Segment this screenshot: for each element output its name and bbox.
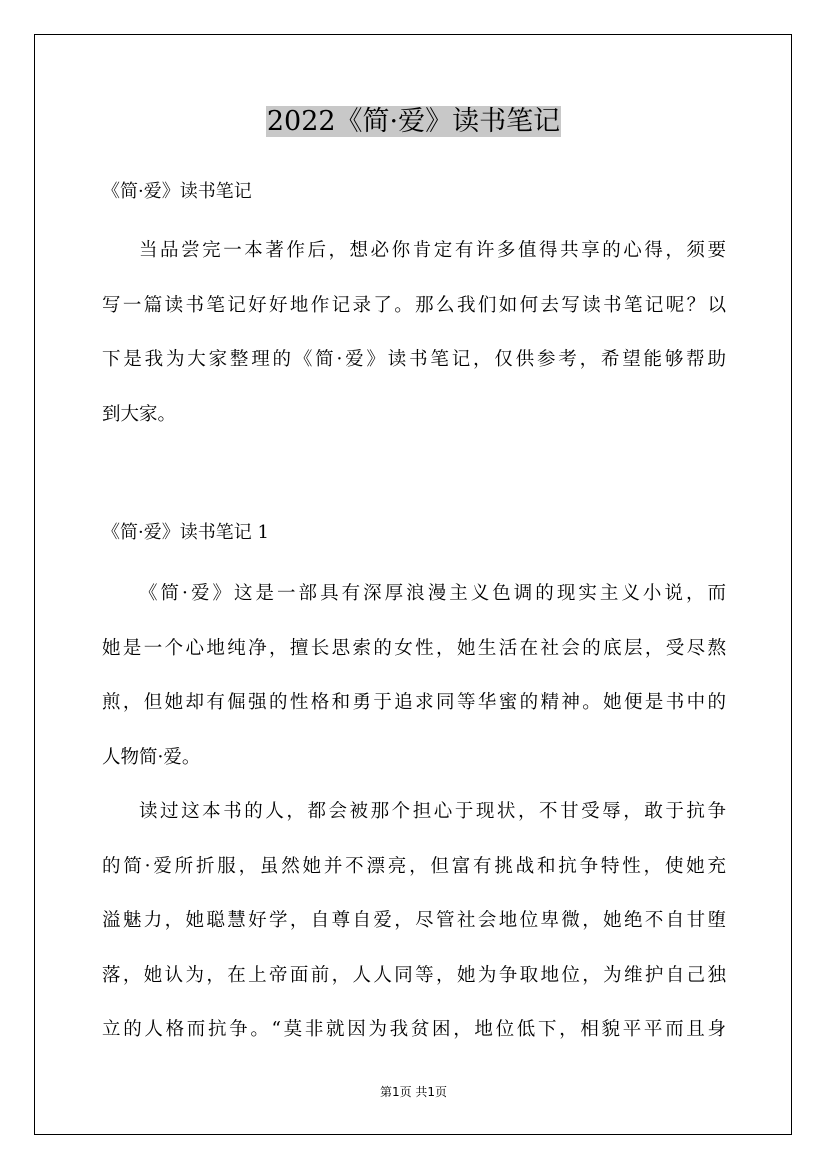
- note1-paragraph-1: [102, 567, 726, 785]
- section-heading: 《简·爱》读书笔记: [102, 181, 252, 202]
- text-line: 读过这本书的人，都会被那个担心于现状，不甘受辱，敢于抗争: [139, 801, 726, 822]
- text-line: 立的人格而抗争。“莫非就因为我贫困，地位低下，相貌平平而且身: [102, 1019, 726, 1040]
- text-line: 煎，但她却有倔强的性格和勇于追求同等华蜜的精神。她便是书中的: [102, 692, 726, 713]
- text-line: 人物简·爱。: [102, 746, 201, 768]
- text-line: 写一篇读书笔记好好地作记录了。那么我们如何去写读书笔记呢？以: [102, 294, 726, 316]
- text-line: 她是一个心地纯净，擅长思索的女性，她生活在社会的底层，受尽熬: [102, 637, 726, 659]
- text-line: 落，她认为，在上帝面前，人人同等，她为争取地位，为维护自己独: [102, 964, 726, 986]
- document-body: [102, 174, 726, 1058]
- document-title-text: 2022《简·爱》读书笔记: [266, 106, 561, 137]
- note1-paragraph-2: [102, 785, 726, 1058]
- intro-paragraph: [102, 224, 726, 442]
- text-line: 《简·爱》这是一部具有深厚浪漫主义色调的现实主义小说，而: [139, 583, 726, 604]
- page-number-label: 第1页 共1页: [379, 1085, 448, 1099]
- page-footer: [0, 1083, 827, 1100]
- text-line: 下是我为大家整理的《简·爱》读书笔记，仅供参考，希望能够帮助: [102, 349, 726, 370]
- text-line: 当品尝完一本著作后，想必你肯定有许多值得共享的心得，须要: [139, 240, 726, 261]
- text-line: 到大家。: [102, 403, 177, 425]
- note1-heading: 《简·爱》读书笔记 1: [102, 522, 269, 543]
- text-line: 的简·爱所折服，虽然她并不漂亮，但富有挑战和抗争特性，使她充: [102, 855, 726, 877]
- text-line: 溢魅力，她聪慧好学，自尊自爱，尽管社会地位卑微，她绝不自甘堕: [102, 910, 726, 931]
- document-title: [0, 102, 827, 142]
